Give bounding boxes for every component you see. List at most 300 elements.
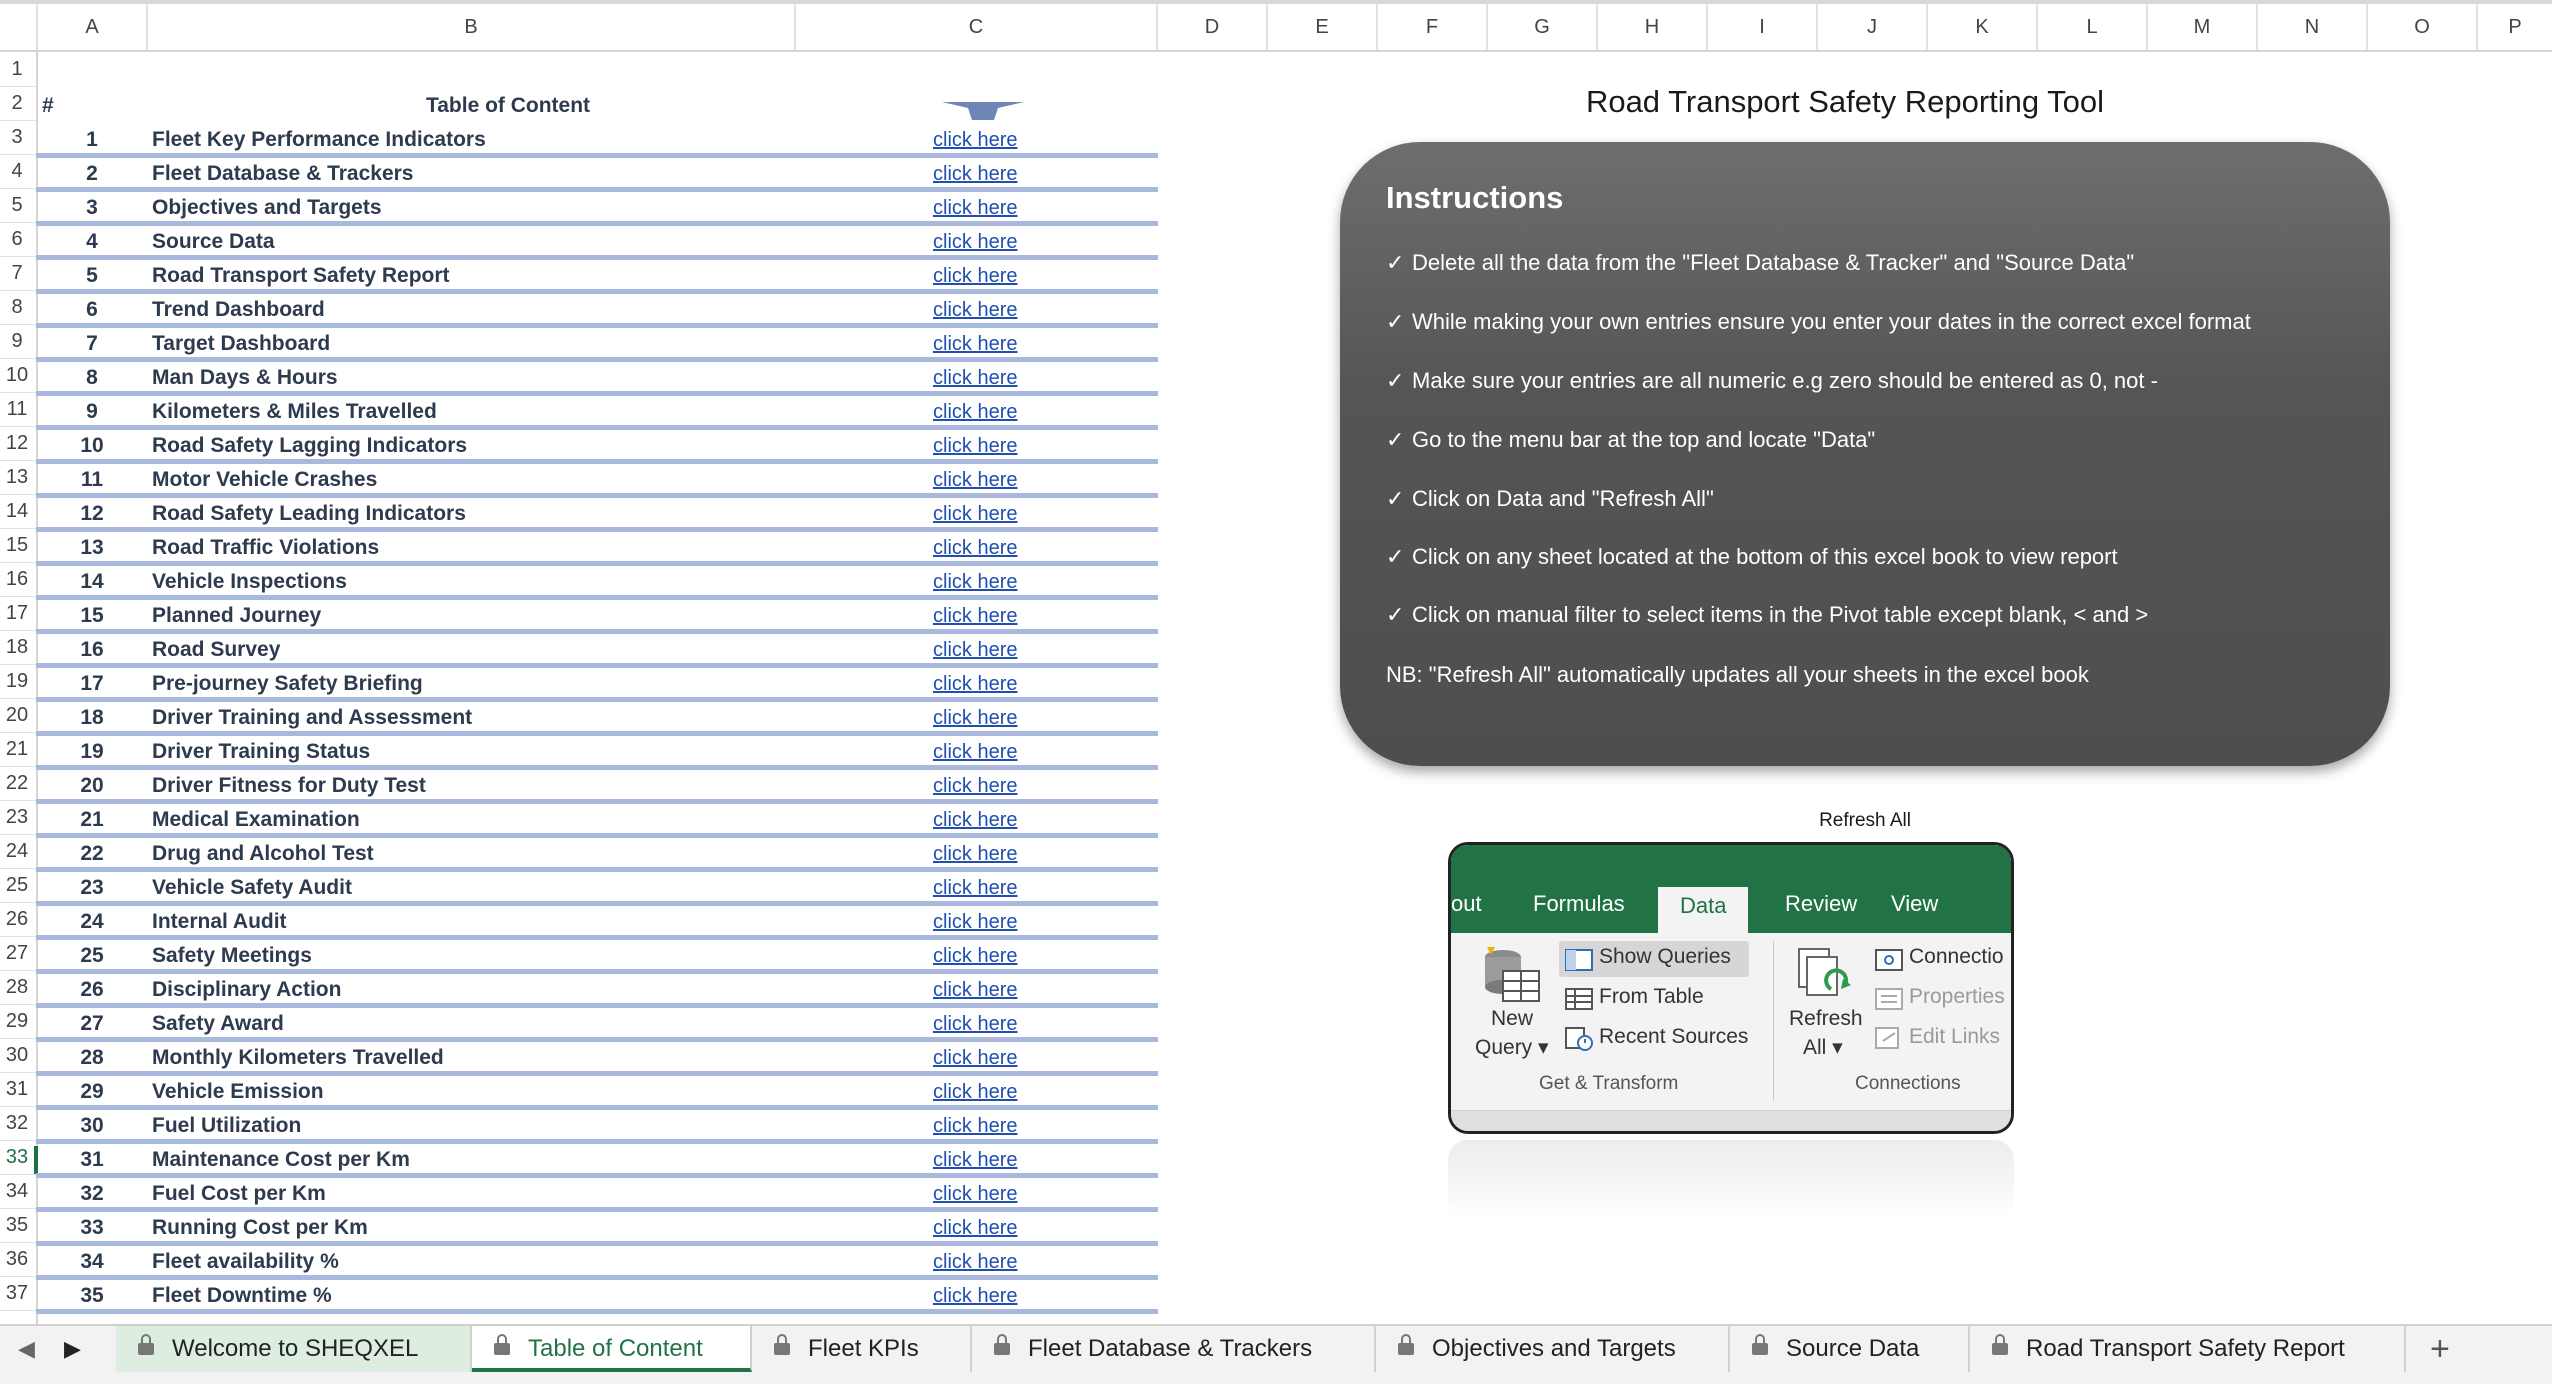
toc-click-here-link[interactable]: click here <box>933 775 1018 797</box>
toc-number: 7 <box>86 332 98 355</box>
row-gridline <box>0 426 36 427</box>
row-header-22[interactable]: 22 <box>5 772 29 794</box>
toc-row <box>36 566 1158 600</box>
toc-heading: Table of Content <box>425 94 591 117</box>
ribbon-tab-formulas: Formulas <box>1533 891 1625 916</box>
toc-title: Driver Fitness for Duty Test <box>152 774 426 797</box>
toc-click-here-link[interactable]: click here <box>933 1217 1018 1239</box>
row-header-8[interactable]: 8 <box>11 296 23 318</box>
toc-number: 2 <box>86 162 98 185</box>
toc-row <box>36 1076 1158 1110</box>
recent-sources-icon <box>1565 1027 1593 1051</box>
select-all-corner[interactable] <box>0 4 38 50</box>
column-header-bar <box>0 0 2552 52</box>
toc-title: Maintenance Cost per Km <box>152 1148 410 1171</box>
row-header-19[interactable]: 19 <box>5 670 29 692</box>
row-header-17[interactable]: 17 <box>5 602 29 624</box>
col-header-k[interactable]: K <box>1928 4 2038 50</box>
row-header-20[interactable]: 20 <box>5 704 29 726</box>
row-header-1[interactable]: 1 <box>11 58 23 80</box>
row-header-13[interactable]: 13 <box>5 466 29 488</box>
toc-title: Man Days & Hours <box>152 366 338 389</box>
instruction-item: ✓ Click on manual filter to select items in the Pivot table except blank, < and > <box>1386 602 2149 627</box>
toc-title: Disciplinary Action <box>152 978 342 1001</box>
toc-title: Driver Training and Assessment <box>152 706 473 729</box>
toc-number: 19 <box>80 740 104 763</box>
toc-row <box>36 226 1158 260</box>
properties-icon <box>1875 988 1903 1010</box>
toc-number: 27 <box>80 1012 104 1035</box>
toc-title: Road Transport Safety Report <box>152 264 450 287</box>
toc-click-here-link[interactable]: click here <box>933 469 1018 491</box>
ribbon-tab-bar <box>1451 845 2011 933</box>
toc-click-here-link[interactable]: click here <box>933 673 1018 695</box>
connections-button[interactable]: Connectio <box>1909 945 2004 968</box>
toc-click-here-link[interactable]: click here <box>933 605 1018 627</box>
toc-row <box>36 1008 1158 1042</box>
toc-click-here-link[interactable]: click here <box>933 639 1018 661</box>
toc-click-here-link[interactable]: click here <box>933 163 1018 185</box>
row-header-21[interactable]: 21 <box>5 738 29 760</box>
toc-number: 31 <box>80 1148 104 1171</box>
toc-number: 28 <box>80 1046 104 1069</box>
toc-title: Safety Meetings <box>152 944 312 967</box>
row-gridline <box>0 868 36 869</box>
row-gridline <box>0 1072 36 1073</box>
row-gridline <box>0 256 36 257</box>
sheet-tab-fleet-kpis[interactable]: Fleet KPIs <box>752 1326 972 1372</box>
toc-click-here-link[interactable]: click here <box>933 1047 1018 1069</box>
row-gridline <box>0 664 36 665</box>
toc-row <box>36 1280 1158 1314</box>
sheet-tab-safety-report[interactable]: Road Transport Safety Report <box>1970 1326 2406 1372</box>
row-gridline <box>0 766 36 767</box>
toc-number: 21 <box>80 808 104 831</box>
row-gridline <box>0 1106 36 1107</box>
lock-icon <box>494 1343 510 1355</box>
row-gridline <box>0 1038 36 1039</box>
toc-number: 8 <box>86 366 98 389</box>
toc-title: Drug and Alcohol Test <box>152 842 374 865</box>
row-header-24[interactable]: 24 <box>5 840 29 862</box>
row-header-16[interactable]: 16 <box>5 568 29 590</box>
row-gridline <box>0 800 36 801</box>
toc-title: Objectives and Targets <box>152 196 382 219</box>
toc-click-here-link[interactable]: click here <box>933 265 1018 287</box>
toc-number: 33 <box>80 1216 104 1239</box>
toc-click-here-link[interactable]: click here <box>933 401 1018 423</box>
toc-row-underline <box>36 1309 1158 1314</box>
row-gridline <box>0 1276 36 1277</box>
toc-row <box>36 1212 1158 1246</box>
toc-row <box>36 974 1158 1008</box>
toc-row <box>36 770 1158 804</box>
toc-number: 1 <box>86 128 98 151</box>
toc-row <box>36 192 1158 226</box>
toc-number: 22 <box>80 842 104 865</box>
row-header-12[interactable]: 12 <box>5 432 29 454</box>
toc-number: 34 <box>80 1250 104 1273</box>
refresh-label-2: All ▾ <box>1803 1036 1843 1059</box>
toc-title: Vehicle Inspections <box>152 570 347 593</box>
toc-click-here-link[interactable]: click here <box>933 843 1018 865</box>
row-header-9[interactable]: 9 <box>11 330 23 352</box>
toc-row <box>36 532 1158 566</box>
toc-row <box>36 430 1158 464</box>
toc-row <box>36 294 1158 328</box>
sheet-tab-fleet-database[interactable]: Fleet Database & Trackers <box>972 1326 1376 1372</box>
toc-row <box>36 838 1158 872</box>
refresh-label-1: Refresh <box>1789 1007 1863 1030</box>
refresh-all-icon <box>1795 945 1855 1005</box>
row-gridline <box>0 120 36 121</box>
toc-number: 23 <box>80 876 104 899</box>
toc-row <box>36 464 1158 498</box>
toc-click-here-link[interactable]: click here <box>933 979 1018 1001</box>
row-gridline <box>0 358 36 359</box>
row-gridline <box>0 902 36 903</box>
toc-row <box>36 396 1158 430</box>
toc-title: Motor Vehicle Crashes <box>152 468 378 491</box>
instruction-item: ✓ Click on any sheet located at the bottom of this excel book to view report <box>1386 544 2118 569</box>
toc-row <box>36 736 1158 770</box>
ribbon-tab-data: Data <box>1658 887 1748 933</box>
toc-number: 16 <box>80 638 104 661</box>
instruction-item: ✓ Click on Data and "Refresh All" <box>1386 486 1714 511</box>
toc-title: Medical Examination <box>152 808 360 831</box>
connections-icon <box>1875 949 1903 971</box>
row-gridline <box>0 596 36 597</box>
toc-row <box>36 940 1158 974</box>
col-header-d[interactable]: D <box>1158 4 1268 50</box>
instructions-heading: Instructions <box>1386 180 1564 215</box>
toc-title: Fleet Key Performance Indicators <box>152 128 486 151</box>
toc-row <box>36 1178 1158 1212</box>
row-gridline <box>0 290 36 291</box>
row-header-6[interactable]: 6 <box>11 228 23 250</box>
check-icon: ✓ <box>1386 309 1405 334</box>
show-queries-button[interactable]: Show Queries <box>1599 945 1731 968</box>
arrow-down-icon <box>942 100 1024 120</box>
check-icon: ✓ <box>1386 486 1405 511</box>
toc-number: 12 <box>80 502 104 525</box>
toc-row <box>36 1246 1158 1280</box>
ribbon-bottom-strip <box>1451 1110 2011 1131</box>
toc-row <box>36 158 1158 192</box>
row-header-3[interactable]: 3 <box>11 126 23 148</box>
row-gridline <box>0 154 36 155</box>
from-table-button[interactable]: From Table <box>1599 985 1704 1008</box>
row-header-36[interactable]: 36 <box>5 1248 29 1270</box>
toc-click-here-link[interactable]: click here <box>933 1013 1018 1035</box>
toc-hash-label: # <box>42 94 54 117</box>
toc-row <box>36 328 1158 362</box>
toc-row <box>36 702 1158 736</box>
instruction-item: ✓ Delete all the data from the "Fleet Database & Tracker" and "Source Data" <box>1386 250 2135 275</box>
toc-number: 6 <box>86 298 98 321</box>
col-header-g[interactable]: G <box>1488 4 1598 50</box>
toc-row <box>36 1144 1158 1178</box>
toc-row <box>36 668 1158 702</box>
toc-number: 26 <box>80 978 104 1001</box>
lock-icon <box>138 1343 154 1355</box>
row-gridline <box>0 1174 36 1175</box>
row-gridline <box>0 970 36 971</box>
row-gridline <box>0 392 36 393</box>
row-header-33[interactable]: 33 <box>0 1146 38 1174</box>
row-header-34[interactable]: 34 <box>5 1180 29 1202</box>
col-header-l[interactable]: L <box>2038 4 2148 50</box>
row-gridline <box>0 222 36 223</box>
row-header-27[interactable]: 27 <box>5 942 29 964</box>
toc-title: Fuel Utilization <box>152 1114 302 1137</box>
instruction-item: ✓ Go to the menu bar at the top and locate "Data" <box>1386 427 1876 452</box>
toc-title: Monthly Kilometers Travelled <box>152 1046 444 1069</box>
toc-number: 3 <box>86 196 98 219</box>
ribbon-tab-layout: out <box>1451 891 1482 916</box>
toc-click-here-link[interactable]: click here <box>933 1183 1018 1205</box>
sheet-scroll-left-icon[interactable]: ◀ <box>18 1336 35 1361</box>
toc-click-here-link[interactable]: click here <box>933 299 1018 321</box>
toc-title: Planned Journey <box>152 604 322 627</box>
get-transform-group-label: Get & Transform <box>1539 1073 1679 1094</box>
check-icon: ✓ <box>1386 368 1405 393</box>
row-header-14[interactable]: 14 <box>5 500 29 522</box>
toc-title: Fleet Downtime % <box>152 1284 332 1307</box>
toc-click-here-link[interactable]: click here <box>933 1285 1018 1307</box>
sheet-tab-bar <box>0 1324 2552 1384</box>
row-header-26[interactable]: 26 <box>5 908 29 930</box>
tool-title: Road Transport Safety Reporting Tool <box>1585 84 2105 119</box>
row-gridline <box>0 732 36 733</box>
col-header-h[interactable]: H <box>1598 4 1708 50</box>
toc-click-here-link[interactable]: click here <box>933 197 1018 219</box>
row-gridline <box>0 562 36 563</box>
col-header-i[interactable]: I <box>1708 4 1818 50</box>
toc-click-here-link[interactable]: click here <box>933 1115 1018 1137</box>
row-gridline <box>0 630 36 631</box>
new-query-icon <box>1479 945 1543 1005</box>
toc-number: 18 <box>80 706 104 729</box>
toc-title: Trend Dashboard <box>152 298 325 321</box>
edit-links-button[interactable]: Edit Links <box>1909 1025 2001 1048</box>
col-header-e[interactable]: E <box>1268 4 1378 50</box>
col-header-a[interactable]: A <box>38 4 148 50</box>
toc-row <box>36 804 1158 838</box>
row-header-32[interactable]: 32 <box>5 1112 29 1134</box>
col-header-j[interactable]: J <box>1818 4 1928 50</box>
toc-title: Safety Award <box>152 1012 284 1035</box>
toc-click-here-link[interactable]: click here <box>933 571 1018 593</box>
row-gridline <box>0 494 36 495</box>
row-gridline <box>0 1310 36 1311</box>
toc-click-here-link[interactable]: click here <box>933 537 1018 559</box>
check-icon: ✓ <box>1386 602 1405 627</box>
toc-title: Fleet availability % <box>152 1250 339 1273</box>
row-header-25[interactable]: 25 <box>5 874 29 896</box>
row-header-35[interactable]: 35 <box>5 1214 29 1236</box>
toc-title: Fleet Database & Trackers <box>152 162 414 185</box>
row-gridline <box>0 936 36 937</box>
toc-click-here-link[interactable]: click here <box>933 129 1018 151</box>
ribbon-tab-view: View <box>1891 891 1939 916</box>
row-header-37[interactable]: 37 <box>5 1282 29 1304</box>
col-header-n[interactable]: N <box>2258 4 2368 50</box>
toc-row <box>36 260 1158 294</box>
instruction-item: ✓ Make sure your entries are all numeric e.g zero should be entered as 0, not - <box>1386 368 2158 393</box>
toc-title: Road Traffic Violations <box>152 536 380 559</box>
sheet-tab-welcome[interactable]: Welcome to SHEQXEL <box>116 1326 472 1372</box>
lock-icon <box>1752 1343 1768 1355</box>
show-queries-icon <box>1565 949 1593 971</box>
row-header-2[interactable]: 2 <box>11 92 23 114</box>
row-header-28[interactable]: 28 <box>5 976 29 998</box>
row-gridline <box>0 188 36 189</box>
toc-click-here-link[interactable]: click here <box>933 1251 1018 1273</box>
toc-click-here-link[interactable]: click here <box>933 809 1018 831</box>
row-gridline <box>0 1208 36 1209</box>
row-header-11[interactable]: 11 <box>6 398 28 420</box>
toc-click-here-link[interactable]: click here <box>933 877 1018 899</box>
toc-title: Road Safety Leading Indicators <box>152 502 466 525</box>
sheet-tab-source-data[interactable]: Source Data <box>1730 1326 1970 1372</box>
toc-row <box>36 634 1158 668</box>
toc-number: 11 <box>80 468 104 491</box>
toc-click-here-link[interactable]: click here <box>933 707 1018 729</box>
toc-click-here-link[interactable]: click here <box>933 1149 1018 1171</box>
from-table-icon <box>1565 988 1593 1010</box>
toc-click-here-link[interactable]: click here <box>933 231 1018 253</box>
row-header-18[interactable]: 18 <box>5 636 29 658</box>
toc-number: 10 <box>80 434 104 457</box>
toc-title: Vehicle Safety Audit <box>152 876 352 899</box>
toc-number: 20 <box>80 774 104 797</box>
sheet-tab-table-of-content[interactable]: Table of Content <box>472 1326 752 1372</box>
row-gridline <box>0 1242 36 1243</box>
check-icon: ✓ <box>1386 544 1405 569</box>
col-header-o[interactable]: O <box>2368 4 2478 50</box>
toc-number: 17 <box>80 672 104 695</box>
toc-title: Driver Training Status <box>152 740 371 763</box>
toc-click-here-link[interactable]: click here <box>933 435 1018 457</box>
toc-click-here-link[interactable]: click here <box>933 503 1018 525</box>
row-header-4[interactable]: 4 <box>11 160 23 182</box>
toc-title: Road Survey <box>152 638 281 661</box>
toc-row <box>36 362 1158 396</box>
toc-number: 29 <box>80 1080 104 1103</box>
instructions-panel[interactable] <box>1340 142 2390 766</box>
check-icon: ✓ <box>1386 427 1405 452</box>
toc-click-here-link[interactable]: click here <box>933 367 1018 389</box>
toc-number: 32 <box>80 1182 104 1205</box>
toc-number: 14 <box>80 570 104 593</box>
new-query-label-1: New <box>1491 1007 1534 1030</box>
row-header-7[interactable]: 7 <box>11 262 23 284</box>
ribbon-reflection <box>1448 1140 2014 1220</box>
toc-click-here-link[interactable]: click here <box>933 911 1018 933</box>
toc-row <box>36 872 1158 906</box>
col-header-m[interactable]: M <box>2148 4 2258 50</box>
toc-title: Road Safety Lagging Indicators <box>152 434 468 457</box>
col-header-b[interactable]: B <box>148 4 796 50</box>
toc-title: Vehicle Emission <box>152 1080 324 1103</box>
toc-number: 30 <box>80 1114 104 1137</box>
lock-icon <box>1398 1343 1414 1355</box>
new-query-label-2: Query ▾ <box>1475 1036 1549 1059</box>
col-header-f[interactable]: F <box>1378 4 1488 50</box>
row-header-31[interactable]: 31 <box>5 1078 29 1100</box>
row-header-29[interactable]: 29 <box>5 1010 29 1032</box>
row-gridline <box>0 528 36 529</box>
check-icon: ✓ <box>1386 250 1405 275</box>
row-gridline <box>0 698 36 699</box>
toc-row <box>36 1042 1158 1076</box>
col-header-p[interactable]: P <box>2508 16 2522 38</box>
row-gridline <box>0 460 36 461</box>
toc-number: 35 <box>80 1284 104 1307</box>
row-gridline <box>0 834 36 835</box>
add-sheet-button[interactable]: + <box>2430 1330 2450 1368</box>
sheet-scroll-right-icon[interactable]: ▶ <box>64 1336 81 1361</box>
toc-number: 25 <box>80 944 104 967</box>
refresh-all-caption: Refresh All <box>1819 810 1911 831</box>
toc-row <box>36 906 1158 940</box>
recent-sources-button[interactable]: Recent Sources <box>1599 1025 1749 1048</box>
row-header-5[interactable]: 5 <box>11 194 23 216</box>
lock-icon <box>774 1343 790 1355</box>
toc-row <box>36 124 1158 158</box>
toc-title: Target Dashboard <box>152 332 331 355</box>
row-gridline <box>0 86 36 87</box>
connections-group-label: Connections <box>1855 1073 1961 1094</box>
col-header-c[interactable]: C <box>796 4 1158 50</box>
properties-button[interactable]: Properties <box>1909 985 2005 1008</box>
sheet-tab-objectives[interactable]: Objectives and Targets <box>1376 1326 1730 1372</box>
toc-number: 9 <box>86 400 98 423</box>
toc-number: 13 <box>80 536 104 559</box>
toc-title: Running Cost per Km <box>152 1216 368 1239</box>
row-header-10[interactable]: 10 <box>5 364 29 386</box>
toc-click-here-link[interactable]: click here <box>933 1081 1018 1103</box>
row-gridline <box>0 324 36 325</box>
instruction-item: ✓ While making your own entries ensure you enter your dates in the correct excel format <box>1386 309 2251 334</box>
toc-title: Source Data <box>152 230 275 253</box>
toc-number: 5 <box>86 264 98 287</box>
toc-title: Internal Audit <box>152 910 287 933</box>
toc-row <box>36 600 1158 634</box>
lock-icon <box>1992 1343 2008 1355</box>
ribbon-group-separator <box>1773 941 1774 1101</box>
toc-title: Pre-journey Safety Briefing <box>152 672 423 695</box>
row-gridline <box>0 1140 36 1141</box>
ribbon-screenshot-image[interactable] <box>1448 842 2014 1134</box>
toc-number: 4 <box>86 230 98 253</box>
instruction-note: NB: "Refresh All" automatically updates all your sheets in the excel book <box>1386 662 2089 687</box>
row-header-30[interactable]: 30 <box>5 1044 29 1066</box>
toc-number: 24 <box>80 910 104 933</box>
row-header-15[interactable]: 15 <box>5 534 29 556</box>
lock-icon <box>994 1343 1010 1355</box>
toc-click-here-link[interactable]: click here <box>933 741 1018 763</box>
ribbon-tab-review: Review <box>1785 891 1858 916</box>
toc-row <box>36 1110 1158 1144</box>
toc-click-here-link[interactable]: click here <box>933 945 1018 967</box>
toc-click-here-link[interactable]: click here <box>933 333 1018 355</box>
toc-title: Fuel Cost per Km <box>152 1182 326 1205</box>
edit-links-icon <box>1875 1027 1903 1051</box>
row-header-23[interactable]: 23 <box>5 806 29 828</box>
row-gridline <box>0 1004 36 1005</box>
